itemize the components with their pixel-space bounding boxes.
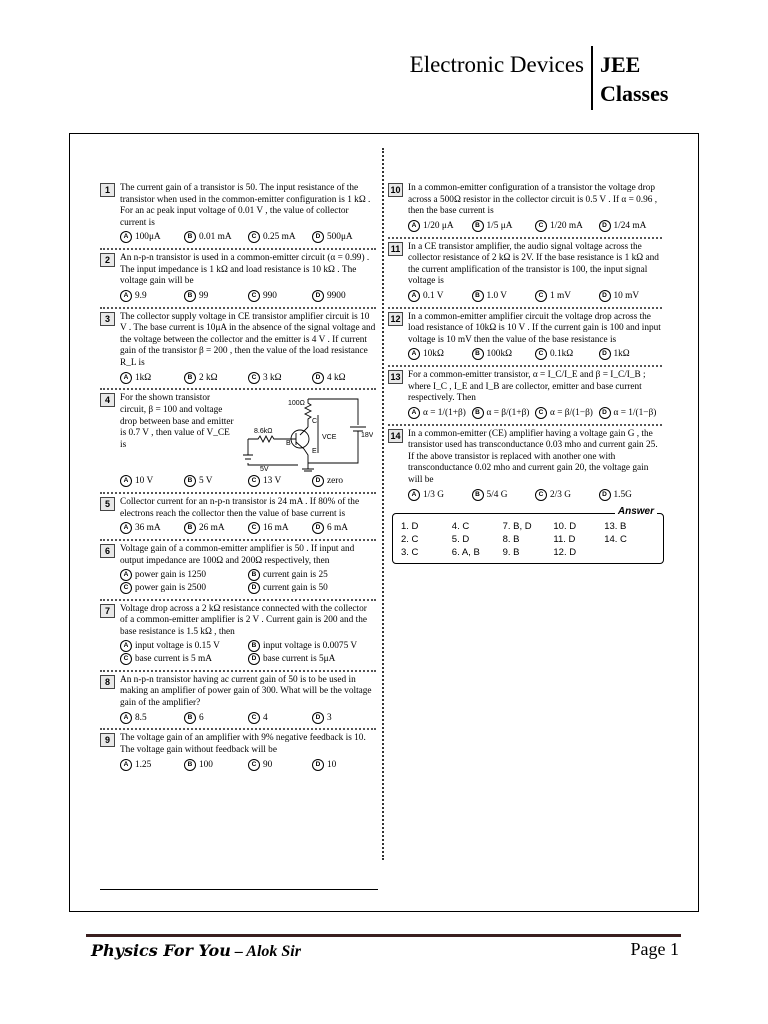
answer-item: 4. C	[451, 521, 470, 533]
option	[184, 712, 248, 725]
circuit-label-e: E	[312, 448, 317, 456]
header-brand	[600, 50, 668, 108]
options-list	[120, 640, 376, 665]
option-text: 1.25	[135, 759, 152, 770]
question	[100, 248, 376, 303]
question-text: An n-p-n transistor is used in a common-emitter circuit (α = 0.99) . The input impedance is 1 kΩ and load resistance is 10 kΩ . The voltage gain will be	[120, 253, 370, 287]
option-letter: C	[248, 522, 260, 534]
option-text: 1.0 V	[486, 291, 507, 302]
answer-key	[392, 506, 664, 564]
option-letter: C	[535, 348, 547, 360]
answer-item: 12. D	[553, 547, 577, 559]
option-letter: B	[472, 489, 484, 501]
option	[599, 407, 663, 420]
option-text: 1/24 mA	[613, 220, 647, 231]
option-letter: A	[120, 372, 132, 384]
option-text: 36 mA	[135, 523, 161, 534]
option	[120, 231, 184, 244]
answer-item: 2. C	[401, 534, 419, 546]
option	[535, 348, 599, 361]
option-letter: C	[120, 582, 132, 594]
option-letter: D	[312, 712, 324, 724]
option	[535, 220, 599, 233]
option	[248, 290, 312, 303]
header-brand-line2: Classes	[600, 81, 669, 106]
answer-item: 3. C	[401, 547, 419, 559]
circuit-label-c: C	[312, 418, 318, 426]
option-text: base current is 5 mA	[135, 654, 212, 665]
option	[312, 290, 376, 303]
option-text: 0.1 V	[423, 291, 444, 302]
option	[248, 231, 312, 244]
option-text: 16 mA	[263, 523, 289, 534]
option-letter: D	[599, 220, 611, 232]
question-text: The current gain of a transistor is 50. The input resistance of the transistor when used in the common-emitter configuration is 1 kΩ . For an ac peak input voltage of 0.01 V , the value of collector current is	[120, 183, 371, 228]
question-number: 1	[100, 183, 115, 197]
question-text: In a common-emitter (CE) amplifier having a voltage gain G , the transistor used has transconductance 0.03 mho and current gain 25. If the above transistor is replaced with another one with transconductance 0.02 mho and current gain 20, the voltage gain will be	[408, 428, 658, 486]
option	[472, 489, 536, 502]
option	[248, 522, 312, 535]
option-text: 3 kΩ	[263, 372, 282, 383]
question-number: 7	[100, 604, 115, 618]
option-text: 500μA	[327, 232, 353, 243]
question-text: The collector supply voltage in CE transistor amplifier circuit is 10 V . The base current is 10μA in the absence of the signal voltage and the voltage between the collector and the emitter is 4 V . If current gain of the transistor β = 200 , then the value of the load resistance R_L is	[120, 311, 376, 368]
option	[535, 489, 599, 502]
option-text: 4 kΩ	[327, 372, 346, 383]
option-text: α = β/(1−β)	[550, 408, 593, 419]
option	[312, 475, 376, 488]
option-letter: A	[120, 712, 132, 724]
option	[184, 372, 248, 385]
option-letter: B	[472, 348, 484, 360]
option-letter: C	[248, 290, 260, 302]
option-text: 100μA	[135, 232, 161, 243]
option	[120, 569, 248, 582]
answer-item: 8. B	[502, 534, 520, 546]
footer-credit	[91, 941, 301, 961]
option-text: α = 1/(1+β)	[423, 408, 466, 419]
answer-item: 9. B	[502, 547, 520, 559]
option-text: 13 V	[263, 476, 282, 487]
circuit-label-rc: 100Ω	[288, 400, 305, 408]
option-text: base current is 5μA	[263, 654, 336, 665]
question	[100, 599, 376, 666]
question-number: 8	[100, 675, 115, 689]
circuit-label-vcc: 18V	[361, 432, 373, 440]
answer-item: 13. B	[604, 521, 627, 533]
right-column	[388, 150, 662, 564]
option	[184, 522, 248, 535]
option-text: 2/3 G	[550, 489, 571, 500]
option-letter: B	[184, 231, 196, 243]
options-list	[120, 290, 376, 303]
option	[408, 348, 472, 361]
option-letter: D	[312, 759, 324, 771]
option	[184, 475, 248, 488]
option-letter: D	[599, 407, 611, 419]
question-text: In a CE transistor amplifier, the audio signal voltage across the collector resistance of 2 kΩ is 2V. If the base resistance is 1 kΩ and the current amplification of the transistor is 100, the input signal voltage is	[408, 241, 659, 287]
option-text: 5/4 G	[486, 489, 508, 500]
option-letter: D	[599, 290, 611, 302]
option-text: 99	[199, 291, 209, 302]
question-number: 6	[100, 544, 115, 558]
option-text: 10	[327, 759, 337, 770]
option	[408, 489, 472, 502]
option	[599, 348, 663, 361]
options-list	[120, 372, 376, 385]
option-letter: C	[535, 220, 547, 232]
page-footer	[86, 934, 681, 967]
page-header	[0, 44, 768, 114]
circuit-label-vs: 5V	[260, 466, 269, 474]
transistor-circuit-diagram	[238, 393, 373, 473]
option	[248, 640, 376, 653]
option-text: 100	[199, 759, 213, 770]
option-text: 26 mA	[199, 523, 225, 534]
option-letter: B	[472, 407, 484, 419]
option	[248, 569, 376, 582]
answer-item: 14. C	[604, 534, 627, 546]
option-letter: A	[408, 290, 420, 302]
option	[120, 653, 248, 666]
question	[100, 670, 376, 725]
option-letter: A	[120, 569, 132, 581]
answer-key-title: Answer	[615, 506, 657, 518]
header-brand-line1: JEE	[600, 52, 641, 77]
option	[184, 290, 248, 303]
option-letter: C	[248, 475, 260, 487]
option	[535, 407, 599, 420]
option-text: 9900	[327, 291, 346, 302]
question	[100, 307, 376, 385]
option	[248, 653, 376, 666]
option-text: 4	[263, 712, 268, 723]
options-list	[408, 348, 662, 361]
question-number: 12	[388, 312, 403, 326]
header-separator	[591, 46, 593, 110]
option	[248, 759, 312, 772]
option-letter: C	[248, 231, 260, 243]
option	[120, 475, 184, 488]
option	[472, 407, 536, 420]
question-body	[100, 393, 376, 473]
option-text: 8.5	[135, 712, 147, 723]
option-text: 0.25 mA	[263, 232, 296, 243]
option-letter: D	[599, 489, 611, 501]
question-text: For the shown transistor circuit, β = 100 and voltage drop between base and emitter is 0.7 V , then value of V_CE is	[120, 393, 234, 450]
option	[408, 220, 472, 233]
option	[120, 712, 184, 725]
option	[535, 290, 599, 303]
question-text: Voltage drop across a 2 kΩ resistance connected with the collector of a common-emitter amplifier is 2 V . Current gain is 200 and the base resistance is 1.5 kΩ , then	[120, 603, 368, 637]
option	[184, 759, 248, 772]
option	[120, 290, 184, 303]
option	[120, 582, 248, 595]
option	[312, 759, 376, 772]
option-text: 90	[263, 759, 273, 770]
answer-item	[604, 546, 655, 559]
option-letter: D	[312, 522, 324, 534]
option	[248, 475, 312, 488]
option-letter: A	[120, 640, 132, 652]
option-text: input voltage is 0.15 V	[135, 641, 220, 652]
question-number: 9	[100, 733, 115, 747]
footer-author: – Alok Sir	[230, 943, 301, 960]
option	[248, 372, 312, 385]
question	[100, 388, 376, 488]
option-text: 1/20 mA	[550, 220, 583, 231]
option	[472, 348, 536, 361]
option-text: 1kΩ	[135, 372, 152, 383]
question-number: 13	[388, 370, 403, 384]
question-text: For a common-emitter transistor, α = I_C/I_E and β = I_C/I_B ; where I_C , I_E and I_B are collector, emitter and base current respectively. Then	[408, 370, 646, 404]
options-list	[120, 569, 376, 594]
answer-item: 5. D	[451, 534, 470, 546]
circuit-label-b: B	[286, 440, 291, 448]
answer-item: 11. D	[553, 534, 576, 546]
options-list	[408, 220, 662, 233]
question	[100, 728, 376, 771]
option-letter: C	[535, 407, 547, 419]
option-letter: C	[535, 489, 547, 501]
option-text: power gain is 1250	[135, 570, 207, 581]
option-text: 2 kΩ	[199, 372, 218, 383]
option-letter: D	[312, 290, 324, 302]
option-text: input voltage is 0.0075 V	[263, 641, 358, 652]
option-text: 5 V	[199, 476, 213, 487]
option-text: current gain is 50	[263, 583, 328, 594]
question-number: 10	[388, 183, 403, 197]
question-text: Voltage gain of a common-emitter amplifier is 50 . If input and output impedance are 100Ω and 200Ω respectively, then	[120, 543, 355, 566]
question-number: 4	[100, 393, 115, 407]
option-text: 0.01 mA	[199, 232, 232, 243]
question	[388, 365, 662, 420]
option-letter: C	[248, 712, 260, 724]
option-text: 1kΩ	[613, 349, 630, 360]
option-letter: B	[184, 290, 196, 302]
option-text: 1.5G	[613, 489, 632, 500]
answer-grid	[401, 520, 655, 559]
question-number: 2	[100, 253, 115, 267]
question-text: The voltage gain of an amplifier with 9% negative feedback is 10. The voltage gain without feedback will be	[120, 733, 366, 755]
option-text: 100kΩ	[486, 349, 513, 360]
question-number: 14	[388, 429, 403, 443]
option-letter: B	[184, 712, 196, 724]
question	[388, 424, 662, 502]
option-letter: A	[120, 290, 132, 302]
option-letter: B	[248, 569, 260, 581]
question-number: 5	[100, 497, 115, 511]
option	[312, 372, 376, 385]
option-letter: A	[120, 522, 132, 534]
option-letter: C	[248, 759, 260, 771]
option-letter: B	[248, 640, 260, 652]
option-letter: B	[472, 220, 484, 232]
page-number: Page 1	[630, 939, 679, 959]
footer-brand: Physics For You	[91, 941, 231, 960]
option	[184, 231, 248, 244]
option	[120, 640, 248, 653]
option-letter: B	[184, 372, 196, 384]
option	[599, 489, 663, 502]
option-text: α = 1/(1−β)	[613, 408, 657, 419]
option	[120, 522, 184, 535]
option	[248, 712, 312, 725]
option-letter: A	[120, 475, 132, 487]
option-text: 10 mV	[613, 291, 640, 302]
option	[312, 231, 376, 244]
option-letter: A	[408, 489, 420, 501]
option-text: 3	[327, 712, 332, 723]
question	[388, 180, 662, 233]
left-column	[100, 150, 376, 775]
answer-item: 10. D	[553, 521, 577, 533]
option-letter: C	[535, 290, 547, 302]
circuit-label-vce: VCE	[322, 434, 337, 442]
question-text: An n-p-n transistor having ac current gain of 50 is to be used in making an amplifier of power gain of 300. What will be the voltage gain of the amplifier?	[120, 674, 372, 709]
answer-item: 1. D	[401, 521, 419, 533]
option-text: 1 mV	[550, 291, 571, 302]
option-text: 990	[263, 291, 277, 302]
option-letter: C	[120, 653, 132, 665]
option-text: 1/5 μA	[486, 220, 513, 231]
option-letter: D	[312, 475, 324, 487]
option-text: zero	[327, 476, 343, 487]
option-letter: C	[248, 372, 260, 384]
option-letter: D	[312, 372, 324, 384]
option-letter: A	[120, 759, 132, 771]
header-title: Electronic Devices	[409, 52, 584, 77]
option-text: 1/3 G	[423, 489, 444, 500]
question	[388, 307, 662, 362]
option-text: 0.1kΩ	[550, 349, 574, 360]
options-list	[120, 231, 376, 244]
answer-item: 6. A, B	[451, 547, 480, 559]
option-letter: A	[120, 231, 132, 243]
option-text: 6	[199, 712, 204, 723]
question	[388, 237, 662, 303]
option	[472, 220, 536, 233]
question-number: 11	[388, 242, 403, 256]
bottom-rule	[100, 889, 378, 890]
option-letter: A	[408, 407, 420, 419]
option-text: current gain is 25	[263, 570, 328, 581]
option	[312, 712, 376, 725]
question-text: In a common-emitter configuration of a transistor the voltage drop across a 500Ω resistor in the collector circuit is 0.5 V . If α = 0.96 , then the base current is	[408, 183, 658, 217]
option	[248, 582, 376, 595]
question	[100, 539, 376, 595]
options-list	[120, 712, 376, 725]
question	[100, 492, 376, 535]
option-text: 9.9	[135, 291, 147, 302]
option	[312, 522, 376, 535]
option-text: α = β/(1+β)	[486, 408, 530, 419]
answer-item: 7. B, D	[502, 521, 532, 533]
options-list	[408, 290, 662, 303]
question-number: 3	[100, 312, 115, 326]
question-text: Collector current for an n-p-n transistor is 24 mA . If 80% of the electrons reach the collector then the value of base current is	[120, 497, 360, 519]
option	[120, 372, 184, 385]
option-letter: B	[472, 290, 484, 302]
option-letter: D	[312, 231, 324, 243]
option	[408, 407, 472, 420]
option-text: power gain is 2500	[135, 583, 207, 594]
options-list	[408, 407, 662, 420]
option	[599, 220, 663, 233]
option	[120, 759, 184, 772]
option-letter: D	[248, 582, 260, 594]
options-list	[120, 522, 376, 535]
option-text: 6 mA	[327, 523, 348, 534]
option	[472, 290, 536, 303]
option-letter: B	[184, 759, 196, 771]
options-list	[408, 489, 662, 502]
option-text: 10 V	[135, 476, 154, 487]
option-text: 10kΩ	[423, 349, 444, 360]
options-list	[120, 475, 376, 488]
question	[100, 180, 376, 244]
column-divider	[382, 148, 384, 860]
options-list	[120, 759, 376, 772]
option-letter: A	[408, 348, 420, 360]
option-letter: B	[184, 522, 196, 534]
option-text: 1/20 μA	[423, 220, 454, 231]
option-letter: B	[184, 475, 196, 487]
circuit-label-rb: 8.6kΩ	[254, 428, 273, 436]
option-letter: D	[248, 653, 260, 665]
option	[408, 290, 472, 303]
option-letter: A	[408, 220, 420, 232]
option-letter: D	[599, 348, 611, 360]
question-text: In a common-emitter amplifier circuit the voltage drop across the load resistance of 10kΩ is 10 V . If the current gain is 100 and input voltage is 10 mV then the value of the base resistance is	[408, 311, 661, 345]
option	[599, 290, 663, 303]
